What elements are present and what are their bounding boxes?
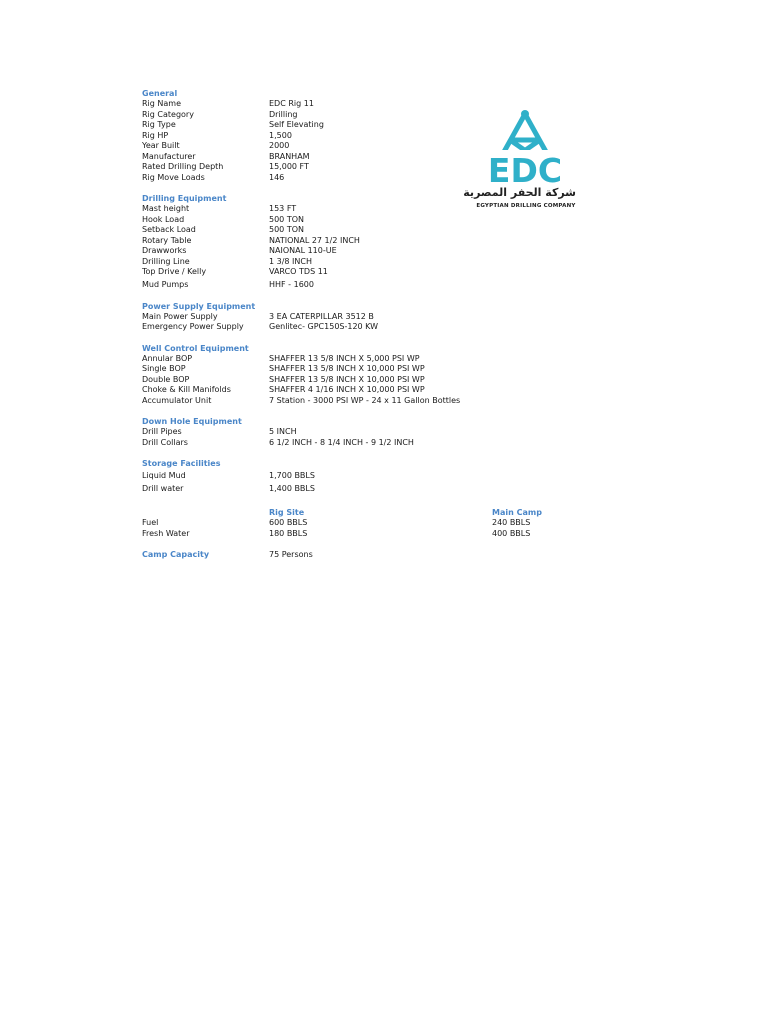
main-camp-value: 240 BBLS (492, 518, 531, 527)
spec-label: Accumulator Unit (142, 395, 212, 405)
spec-value: 2000 (269, 141, 290, 150)
section-down-hole (142, 416, 602, 448)
spec-value: EDC Rig 11 (269, 99, 314, 108)
spec-value: 500 TON (269, 225, 304, 234)
spec-value: NAIONAL 110-UE (269, 246, 337, 255)
spec-row (142, 312, 602, 323)
spec-row (142, 131, 602, 142)
spec-row (142, 385, 602, 396)
rig-site-value: 180 BBLS (269, 528, 308, 538)
spec-value: 153 FT (269, 204, 297, 213)
logo-brand-text: EDC (487, 151, 563, 190)
storage-column-headers (142, 507, 602, 518)
section-title-power: Power Supply Equipment (142, 301, 256, 311)
spec-value: Self Elevating (269, 120, 324, 129)
spec-row (142, 482, 602, 495)
spec-label: Rotary Table (142, 235, 192, 245)
spec-row (142, 141, 602, 152)
spec-value: 1,700 BBLS (269, 471, 315, 480)
main-camp-value: 400 BBLS (492, 528, 531, 538)
section-drilling-equipment (142, 193, 602, 291)
spec-label: Top Drive / Kelly (142, 267, 207, 276)
section-power-supply (142, 301, 602, 333)
spec-label: Rig Category (142, 109, 194, 119)
spec-label: Annular BOP (142, 353, 193, 363)
spec-label: Rig Name (142, 99, 182, 108)
spec-value: 1,500 (269, 130, 292, 140)
section-title-general: General (142, 89, 178, 98)
spec-label: Liquid Mud (142, 471, 186, 480)
main-camp-header: Main Camp (492, 508, 542, 517)
camp-capacity-value: 75 Persons (269, 550, 313, 559)
spec-row (142, 236, 602, 247)
spec-row (142, 120, 602, 131)
spec-label: Drill Pipes (142, 427, 182, 436)
section-well-control (142, 343, 602, 407)
spec-label: Emergency Power Supply (142, 322, 244, 331)
spec-value: VARCO TDS 11 (269, 267, 328, 276)
spec-label: Main Power Supply (142, 311, 218, 321)
spec-value: 6 1/2 INCH - 8 1/4 INCH - 9 1/2 INCH (269, 437, 414, 447)
spec-value: NATIONAL 27 1/2 INCH (269, 235, 360, 245)
spec-row (142, 364, 602, 375)
section-title-well-control: Well Control Equipment (142, 343, 249, 353)
spec-value: 500 TON (269, 214, 304, 224)
spec-row (142, 99, 602, 110)
spec-label: Fresh Water (142, 528, 190, 538)
spec-row (142, 427, 602, 438)
spec-value: SHAFFER 13 5/8 INCH X 5,000 PSI WP (269, 353, 420, 363)
spec-value: 1 3/8 INCH (269, 256, 312, 266)
spec-label: Year Built (142, 141, 180, 150)
spec-value: SHAFFER 4 1/16 INCH X 10,000 PSI WP (269, 385, 425, 394)
spec-value: 15,000 FT (269, 162, 309, 171)
spec-row (142, 438, 602, 449)
spec-row (142, 469, 602, 482)
spec-row (142, 529, 602, 540)
spec-label: Mud Pumps (142, 279, 189, 289)
spec-row (142, 278, 602, 291)
spec-label: Rig Move Loads (142, 172, 205, 182)
section-general (142, 88, 602, 183)
spec-value: Drilling (269, 109, 298, 119)
spec-label: Manufacturer (142, 151, 196, 161)
section-title-storage: Storage Facilities (142, 459, 221, 468)
rig-site-value: 600 BBLS (269, 518, 308, 527)
spec-label: Hook Load (142, 214, 185, 224)
spec-value: SHAFFER 13 5/8 INCH X 10,000 PSI WP (269, 374, 425, 384)
spec-label: Single BOP (142, 364, 186, 373)
spec-row (142, 518, 602, 529)
spec-row (142, 152, 602, 163)
spec-label: Fuel (142, 518, 159, 527)
section-title-drilling: Drilling Equipment (142, 194, 227, 203)
spec-value: 3 EA CATERPILLAR 3512 B (269, 311, 374, 321)
spec-value: Genlitec- GPC150S-120 KW (269, 322, 379, 331)
spec-label: Drill water (142, 484, 184, 493)
spec-row (142, 322, 602, 333)
spec-row (142, 225, 602, 236)
spec-value: BRANHAM (269, 151, 310, 161)
spec-label: Rig Type (142, 120, 176, 129)
spec-label: Drawworks (142, 246, 187, 255)
spec-row (142, 354, 602, 365)
spec-value: SHAFFER 13 5/8 INCH X 10,000 PSI WP (269, 364, 425, 373)
spec-value: 7 Station - 3000 PSI WP - 24 x 11 Gallon Bottles (269, 395, 461, 405)
section-title-camp: Camp Capacity (142, 550, 210, 559)
spec-value: 5 INCH (269, 427, 297, 436)
camp-capacity-row (142, 549, 602, 561)
spec-row (142, 162, 602, 173)
spec-row (142, 375, 602, 386)
spec-row (142, 396, 602, 407)
spec-label: Setback Load (142, 225, 196, 234)
spec-row (142, 110, 602, 121)
spec-label: Double BOP (142, 374, 190, 384)
spec-row (142, 257, 602, 268)
spec-row (142, 267, 602, 278)
logo-arabic-name: شركة الحفر المصرية (463, 186, 576, 199)
spec-row (142, 204, 602, 215)
section-storage (142, 458, 602, 539)
spec-label: Rig HP (142, 130, 169, 140)
spec-label: Drilling Line (142, 256, 190, 266)
spec-value: HHF - 1600 (269, 279, 314, 289)
spec-value: 1,400 BBLS (269, 484, 315, 493)
spec-label: Drill Collars (142, 437, 188, 447)
spec-label: Rated Drilling Depth (142, 162, 224, 171)
rig-site-header: Rig Site (269, 508, 305, 517)
spec-row (142, 246, 602, 257)
spec-label: Choke & Kill Manifolds (142, 385, 231, 394)
spec-row (142, 215, 602, 226)
section-title-down-hole: Down Hole Equipment (142, 417, 242, 426)
rig-spec-sheet (142, 88, 602, 561)
spec-value: 146 (269, 172, 285, 182)
spec-label: Mast height (142, 204, 190, 213)
spec-row (142, 173, 602, 184)
logo-english-name: EGYPTIAN DRILLING COMPANY (476, 203, 576, 209)
